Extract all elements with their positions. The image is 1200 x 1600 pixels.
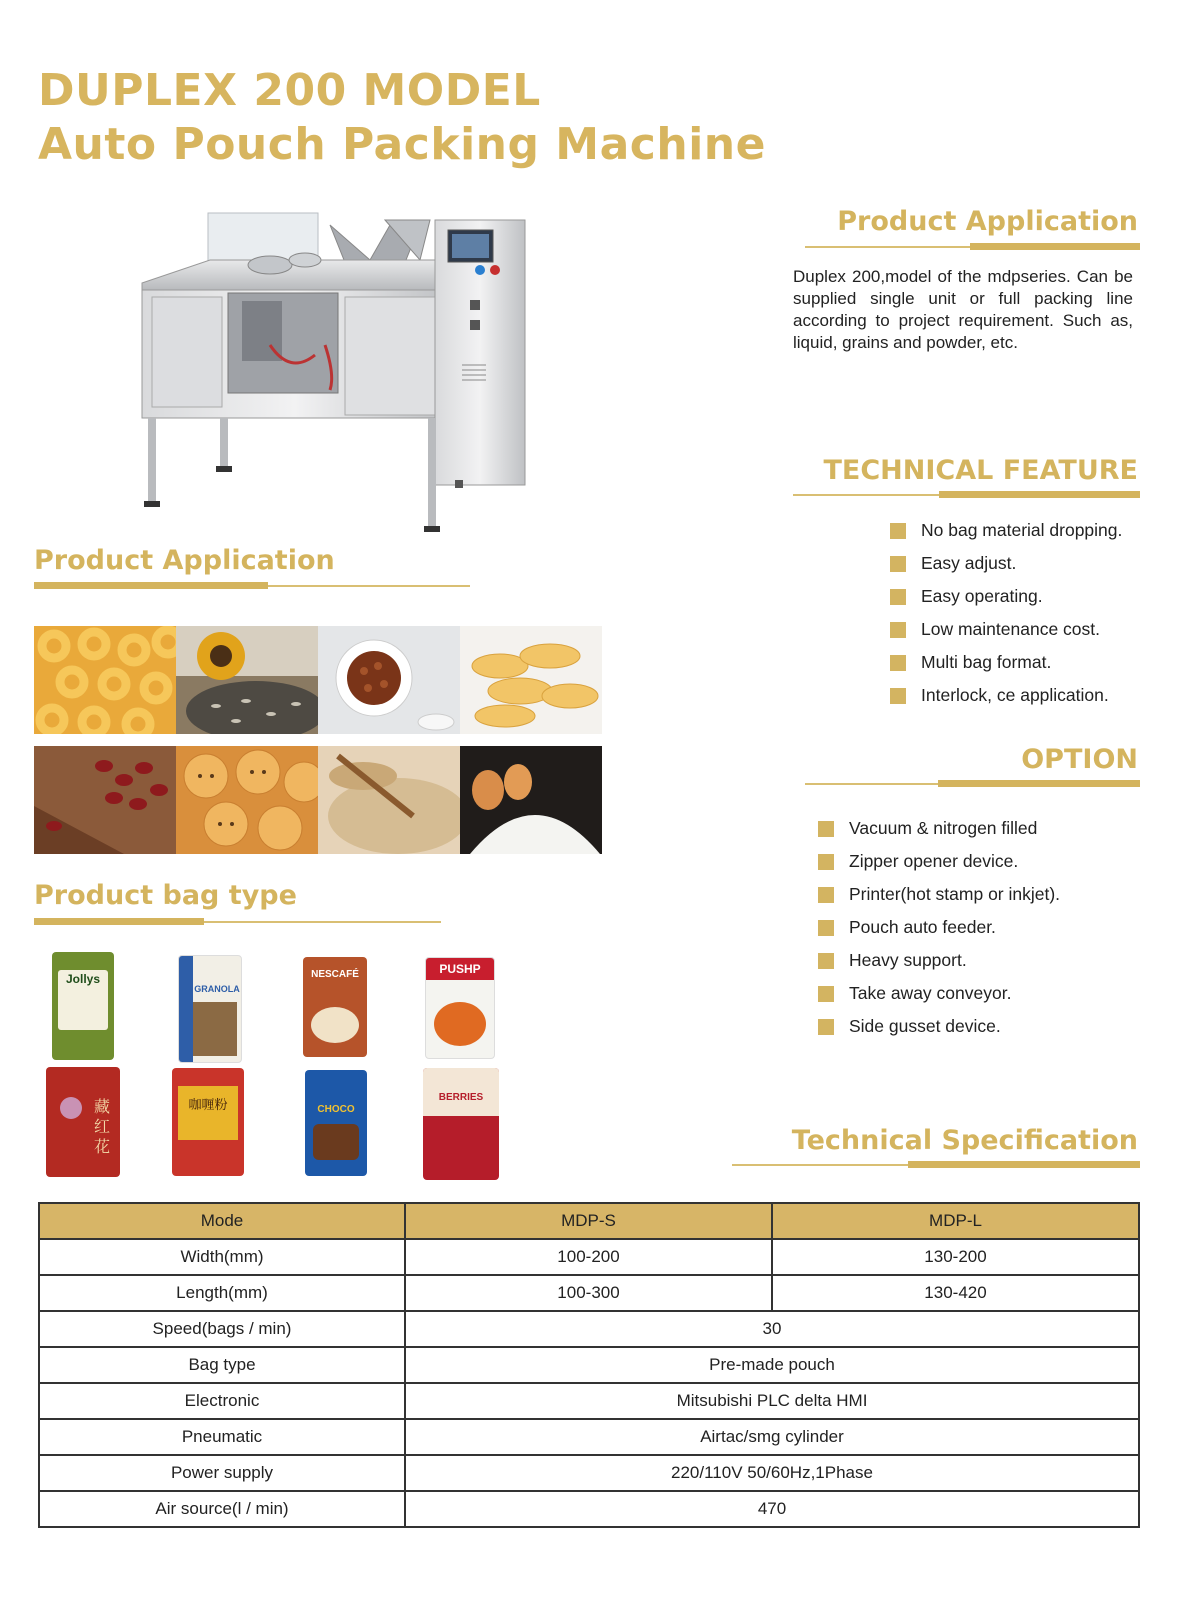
table-row: Length(mm) 100-300 130-420 [39, 1275, 1139, 1311]
column-header: Mode [39, 1203, 405, 1239]
option-heading: OPTION [1021, 744, 1138, 775]
right-application-heading: Product Application [837, 206, 1138, 237]
title-line-2: Auto Pouch Packing Machine [38, 119, 766, 170]
bullet-square-icon [818, 821, 834, 837]
list-item: Multi bag format. [890, 646, 1122, 679]
list-item: Low maintenance cost. [890, 613, 1122, 646]
bag-type-rule [34, 918, 441, 925]
table-row: Bag type Pre-made pouch [39, 1347, 1139, 1383]
list-item: Interlock, ce application. [890, 679, 1122, 712]
table-row: Electronic Mitsubishi PLC delta HMI [39, 1383, 1139, 1419]
bullet-square-icon [818, 986, 834, 1002]
bullet-square-icon [818, 1019, 834, 1035]
bullet-square-icon [890, 622, 906, 638]
left-application-heading: Product Application [34, 545, 335, 576]
food-photo-red-dates [34, 746, 176, 854]
list-item: Pouch auto feeder. [818, 911, 1060, 944]
list-item: Vacuum & nitrogen filled [818, 812, 1060, 845]
title-line-1: DUPLEX 200 MODEL [38, 65, 541, 116]
column-header: MDP-S [405, 1203, 772, 1239]
bag-nescafe: NESCAFÉ [303, 957, 367, 1057]
food-photo-flour-eggs [460, 746, 602, 854]
list-item: Printer(hot stamp or inkjet). [818, 878, 1060, 911]
option-rule [805, 780, 1140, 787]
column-header: MDP-L [772, 1203, 1139, 1239]
option-list [818, 812, 1060, 1043]
bullet-square-icon [890, 688, 906, 704]
bullet-square-icon [818, 854, 834, 870]
list-item: Take away conveyor. [818, 977, 1060, 1010]
table-header-row [39, 1203, 1139, 1239]
bag-pushp: PUSHP [425, 957, 495, 1059]
table-row: Pneumatic Airtac/smg cylinder [39, 1419, 1139, 1455]
left-application-rule [34, 582, 470, 589]
table-row: Width(mm) 100-200 130-200 [39, 1239, 1139, 1275]
bullet-square-icon [890, 556, 906, 572]
food-photo-sunflower-seeds [176, 626, 318, 734]
technical-feature-list [890, 514, 1122, 712]
list-item: Easy operating. [890, 580, 1122, 613]
bag-jollys: Jollys [52, 952, 114, 1060]
list-item: Side gusset device. [818, 1010, 1060, 1043]
food-photo-pet-food-bowl [318, 626, 460, 734]
technical-feature-heading: TECHNICAL FEATURE [823, 455, 1138, 486]
food-photo-cookies [176, 746, 318, 854]
list-item: Easy adjust. [890, 547, 1122, 580]
spec-table [38, 1202, 1140, 1528]
bullet-square-icon [818, 920, 834, 936]
table-row: Speed(bags / min) 30 [39, 1311, 1139, 1347]
right-application-text: Duplex 200,model of the mdpseries. Can be supplied single unit or full packing line according to project requirement. Such as, liquid, grains and powder, etc. [793, 267, 1133, 352]
bullet-square-icon [890, 589, 906, 605]
food-photo-oats [318, 746, 460, 854]
bullet-square-icon [890, 523, 906, 539]
bag-type-heading: Product bag type [34, 880, 297, 911]
bag-berries: BERRIES [423, 1068, 499, 1180]
bullet-square-icon [818, 887, 834, 903]
spec-rule [732, 1161, 1140, 1168]
table-row: Air source(l / min) 470 [39, 1491, 1139, 1527]
bullet-square-icon [818, 953, 834, 969]
page-title [38, 64, 766, 172]
bag-curry-powder: 咖喱粉 [172, 1068, 244, 1176]
food-photo-cereal-rings [34, 626, 176, 734]
bullet-square-icon [890, 655, 906, 671]
bag-choco: CHOCO [305, 1070, 367, 1176]
table-row: Power supply 220/110V 50/60Hz,1Phase [39, 1455, 1139, 1491]
bag-granola: GRANOLA [178, 955, 242, 1063]
technical-feature-rule [793, 491, 1140, 498]
list-item: Heavy support. [818, 944, 1060, 977]
food-photo-potato-chips [460, 626, 602, 734]
list-item: Zipper opener device. [818, 845, 1060, 878]
list-item: No bag material dropping. [890, 514, 1122, 547]
bag-saffron: 藏红花 [46, 1067, 120, 1177]
machine-image [130, 205, 540, 545]
spec-heading: Technical Specification [791, 1125, 1138, 1156]
right-application-rule [805, 243, 1140, 250]
